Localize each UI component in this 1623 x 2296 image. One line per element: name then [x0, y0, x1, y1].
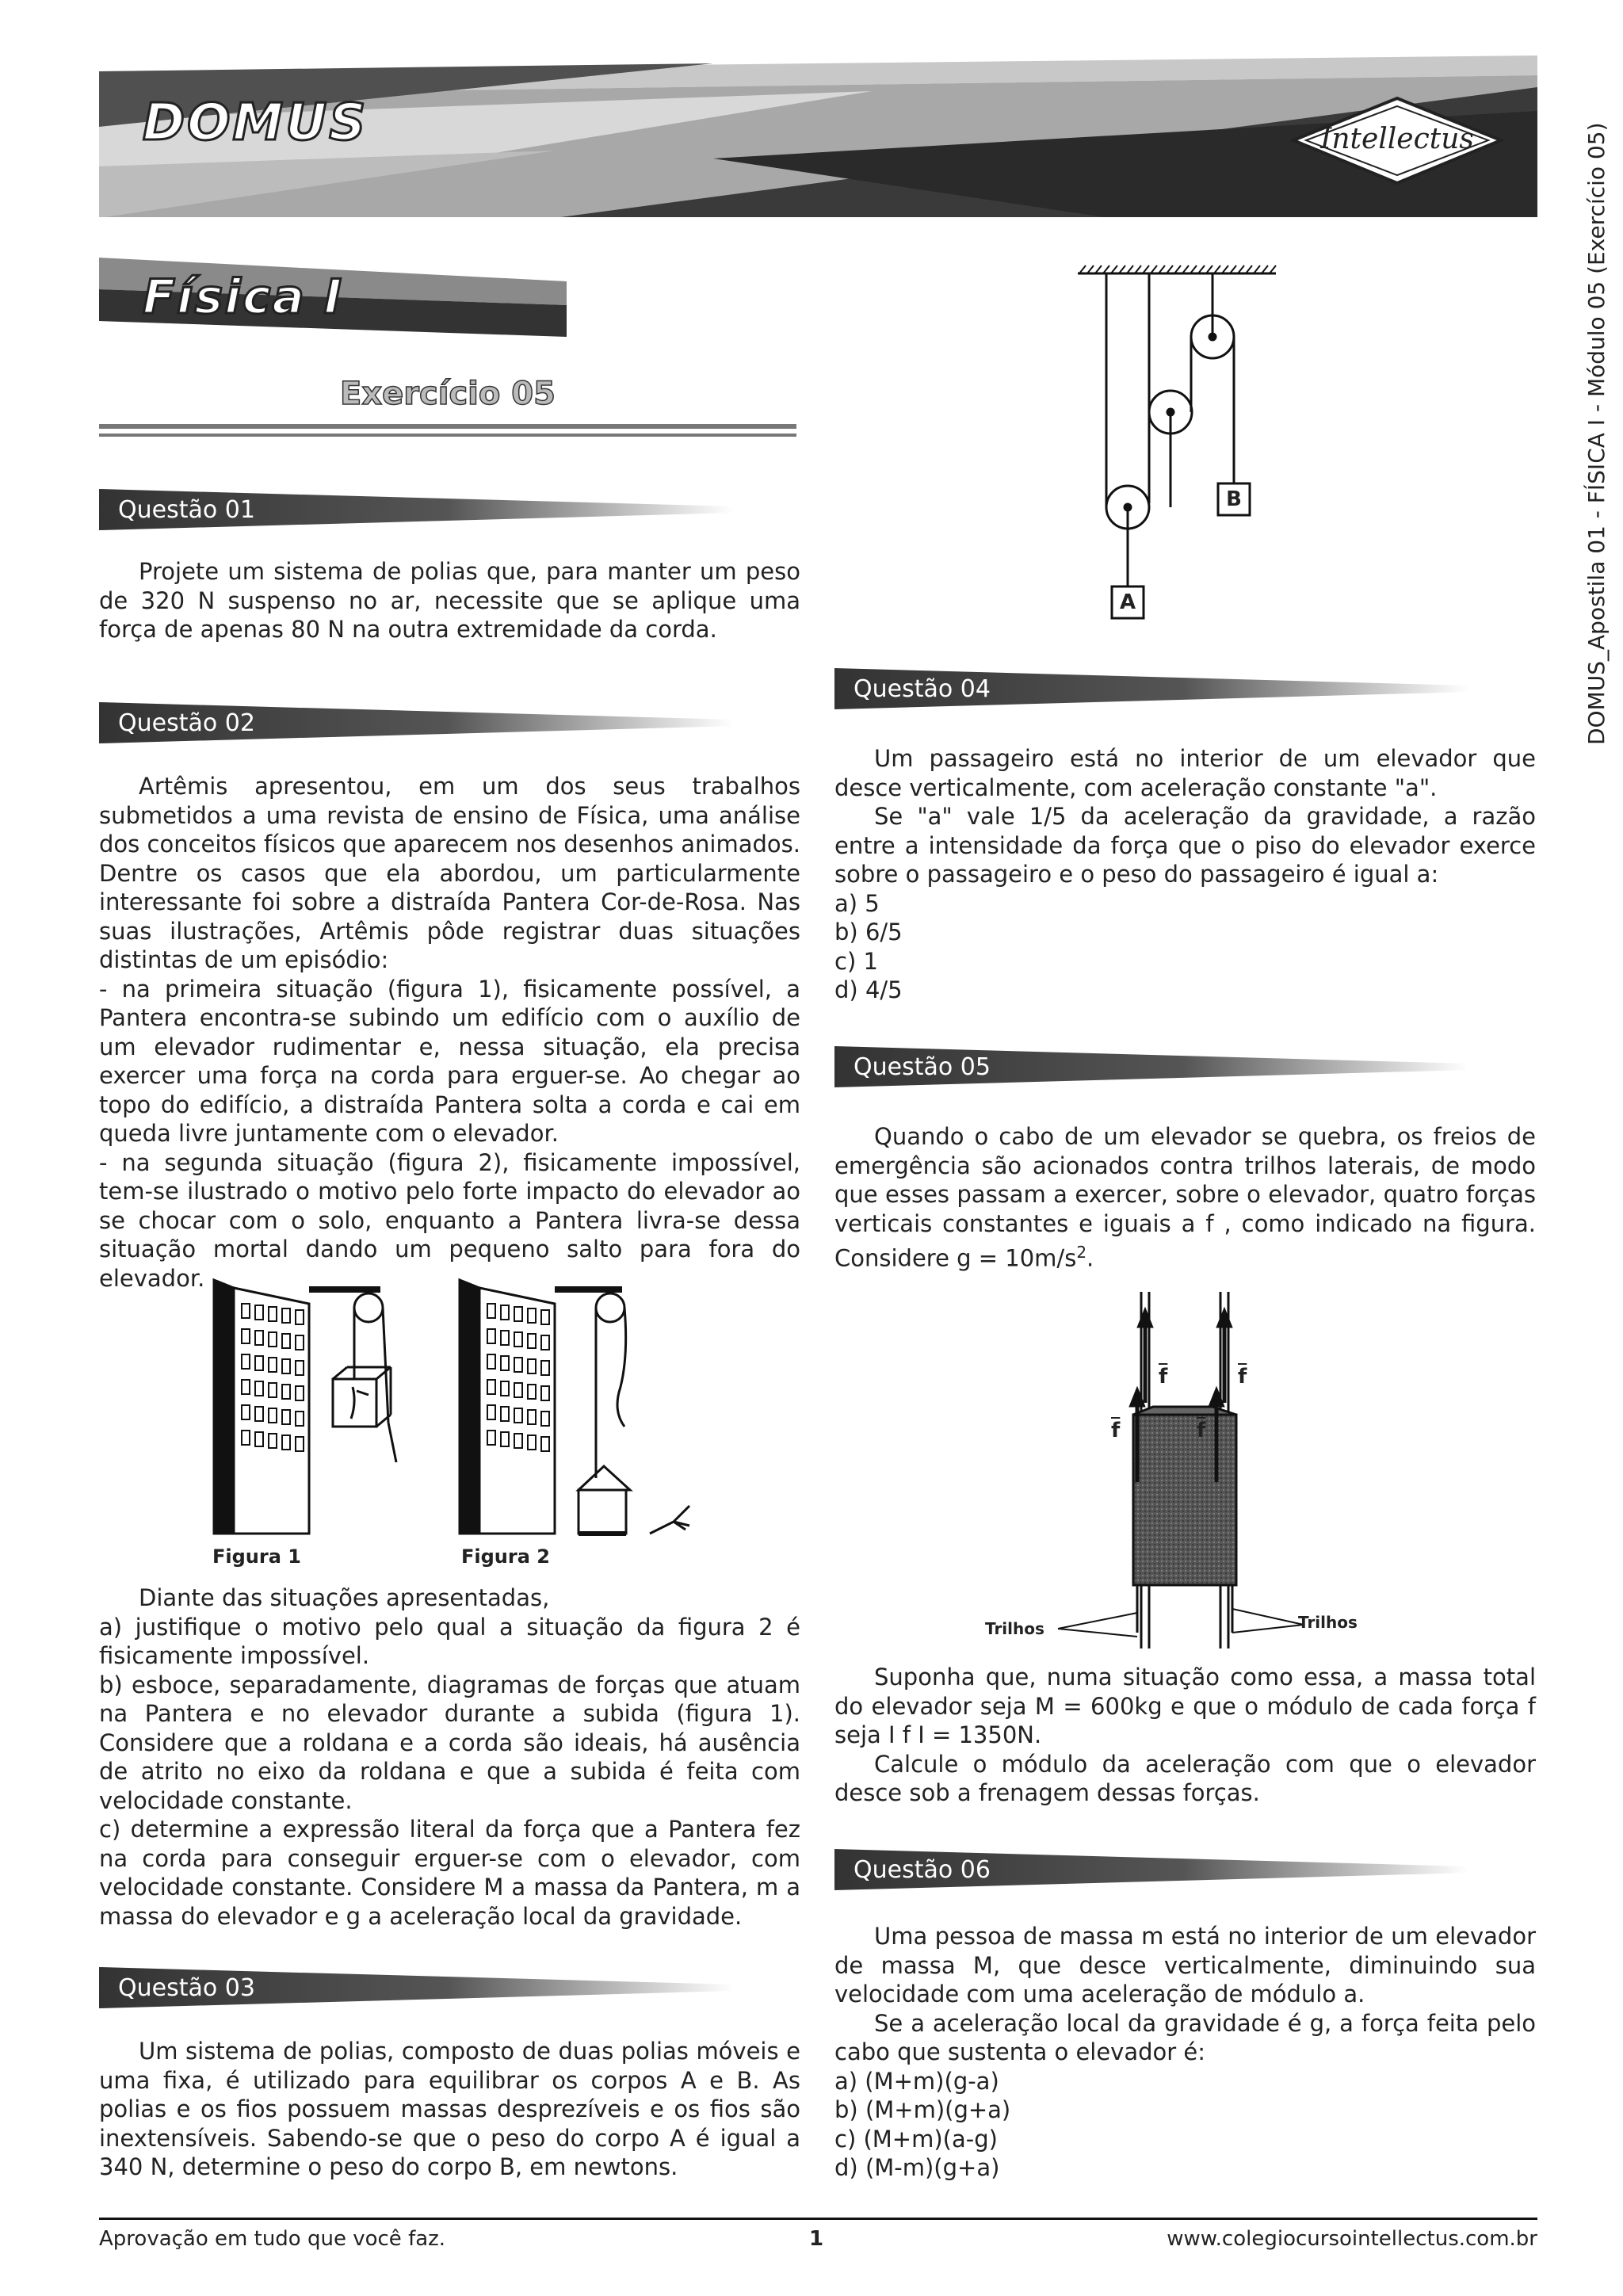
q4-option-c: c) 1 [834, 947, 878, 975]
q4-text [834, 744, 1536, 1005]
q5-text-2 [834, 1663, 1536, 1808]
q1-paragraph: Projete um sistema de polias que, para manter um peso de 320 N suspenso no ar, necessite que se aplique uma força de apenas 80 N na outra extremidade da corda. [99, 558, 800, 643]
exercise-title: Exercício 05 [340, 376, 556, 412]
q4-p2: Se "a" vale 1/5 da aceleração da gravidade, a razão entre a intensidade da força que o piso do elevador exerce sobre o passageiro e o peso do passageiro é igual a: [834, 803, 1536, 888]
q4-option-b: b) 6/5 [834, 919, 903, 946]
q5-header-bar [834, 1046, 1468, 1087]
force-label-1: $\overline{f}$ [1159, 1365, 1168, 1389]
q4-header-bar [834, 668, 1468, 709]
figure-2-caption: Figura 2 [461, 1545, 550, 1568]
q1-text [99, 557, 800, 644]
force-label-3: $\overline{f}$ [1111, 1419, 1121, 1442]
q5-label: Questão 05 [854, 1053, 991, 1081]
q5-p1 [834, 1122, 1536, 1273]
q5-p3: Calcule o módulo da aceleração com que o elevador desce sob a frenagem dessas forças. [834, 1750, 1536, 1806]
rails-label-left: Trilhos [985, 1619, 1044, 1638]
footer-url[interactable]: www.colegiocursointellectus.com.br [1167, 2227, 1537, 2251]
q5-p1-end: . [1086, 1244, 1094, 1272]
q6-label: Questão 06 [854, 1856, 991, 1884]
page-number: 1 [808, 2227, 824, 2251]
q3-text [99, 2037, 800, 2182]
block-a-label: A [1119, 590, 1136, 614]
q6-p2: Se a aceleração local da gravidade é g, a força feita pelo cabo que sustenta o elevador é: [834, 2009, 1536, 2065]
logo-domus: DOMUS [143, 94, 369, 152]
q5-superscript: 2 [1076, 1243, 1087, 1262]
q4-label: Questão 04 [854, 675, 991, 703]
q3-paragraph: Um sistema de polias, composto de duas polias móveis e uma fixa, é utilizado para equilibrar os corpos A e B. As polias e os fios possuem massas desprezíveis e os fios são inextensíveis. Sabendo-se que o peso do corpo A é igual a 340 N, determine o peso do corpo B, em newtons. [99, 2038, 800, 2180]
q5-p1-text: Quando o cabo de um elevador se quebra, os freios de emergência são acionados contra trilhos laterais, de modo que esses passam a exercer, sobre o elevador, quatro forças verticais constantes e iguais a f , como indicado na figura. Considere g = 10m/s [834, 1123, 1536, 1272]
figure-1-caption: Figura 1 [212, 1545, 301, 1568]
q2-item-b: b) esboce, separadamente, diagramas de forças que atuam na Pantera e no elevador durante a subida (figura 1). Considere que a roldana e a corda são ideais, há ausência de atrito no eixo da roldana e que a subida é feita com velocidade constante. [99, 1671, 800, 1814]
q6-option-a: a) (M+m)(g-a) [834, 2067, 999, 2095]
q4-option-d: d) 4/5 [834, 976, 903, 1003]
q2-intro: Artêmis apresentou, em um dos seus trabalhos submetidos a uma revista de ensino de Física, uma análise dos conceitos físicos que aparecem nos desenhos animados. Dentre os casos que ela abordou, um particularmente interessante foi sobre a distraída Pantera Cor-de-Rosa. Nas suas ilustrações, Artêmis pôde registrar duas situações distintas de um episódio: [99, 773, 800, 973]
q3-header-bar [99, 1967, 733, 2008]
q3-label: Questão 03 [118, 1974, 255, 2002]
q6-p1: Uma pessoa de massa m está no interior de um elevador de massa M, que desce verticalmente, diminuindo sua velocidade com uma aceleração de módulo a. [834, 1923, 1536, 2008]
q5-p2: Suponha que, numa situação como essa, a massa total do elevador seja M = 600kg e que o módulo de cada força f seja I f I = 1350N. [834, 1664, 1536, 1748]
q2-questions [99, 1584, 800, 1931]
rails-label-right: Trilhos [1298, 1613, 1358, 1632]
block-b-label: B [1226, 487, 1242, 511]
force-label-2: $\overline{f}$ [1238, 1365, 1247, 1389]
q4-option-a: a) 5 [834, 889, 880, 917]
q2-item-c: c) determine a expressão literal da força que a Pantera fez na corda para conseguir erguer-se com o elevador, com velocidade constante. Considere M a massa da Pantera, m a massa do elevador e g a aceleração local da gravidade. [99, 1816, 800, 1930]
force-label-4: $\overline{f}$ [1197, 1419, 1206, 1442]
brand-intellectus: Intellectus [1320, 123, 1474, 155]
title-rule-top [99, 424, 796, 429]
panther-figures [198, 1272, 753, 1573]
q2-item2: - na segunda situação (figura 2), fisicamente impossível, tem-se ilustrado o motivo pelo forte impacto do elevador ao se chocar com o solo, enquanto a Pantera livra-se dessa situação mortal dando um pequeno salto para fora do elevador. [99, 1148, 800, 1292]
q2-item1: - na primeira situação (figura 1), fisicamente possível, a Pantera encontra-se subindo um edifício com o auxílio de um elevador rudimentar e, nessa situação, ela precisa exercer uma força na corda para erguer-se. Ao chegar ao topo do edifício, a distraída Pantera solta a corda e cai em queda livre juntamente com o elevador. [99, 975, 800, 1147]
q1-header-bar [99, 489, 733, 530]
q2-item-a: a) justifique o motivo pelo qual a situação da figura 2 é fisicamente impossível. [99, 1613, 800, 1669]
q2-text [99, 772, 800, 1293]
q6-option-b: b) (M+m)(g+a) [834, 2096, 1011, 2123]
q6-option-c: c) (M+m)(a-g) [834, 2125, 998, 2153]
q2-header-bar [99, 702, 733, 743]
q1-label: Questão 01 [118, 496, 255, 524]
q6-text [834, 1922, 1536, 2183]
side-module-text: DOMUS_Apostila 01 - FÍSICA I - Módulo 05 (Exercício 05) [1583, 122, 1610, 745]
subject-title: Física I [143, 269, 344, 325]
footer-slogan: Aprovação em tudo que você faz. [99, 2227, 446, 2251]
elevator-brake-figure [975, 1284, 1387, 1656]
q4-p1: Um passageiro está no interior de um elevador que desce verticalmente, com aceleração constante "a". [834, 745, 1536, 801]
title-rule-bottom [99, 434, 796, 437]
q6-option-d: d) (M-m)(g+a) [834, 2154, 1000, 2181]
q2-label: Questão 02 [118, 709, 255, 737]
pulley-diagram [1070, 258, 1284, 630]
q2-after: Diante das situações apresentadas, [139, 1584, 550, 1611]
q6-header-bar [834, 1849, 1468, 1890]
q5-text [834, 1122, 1536, 1273]
footer-rule [99, 2218, 1537, 2220]
